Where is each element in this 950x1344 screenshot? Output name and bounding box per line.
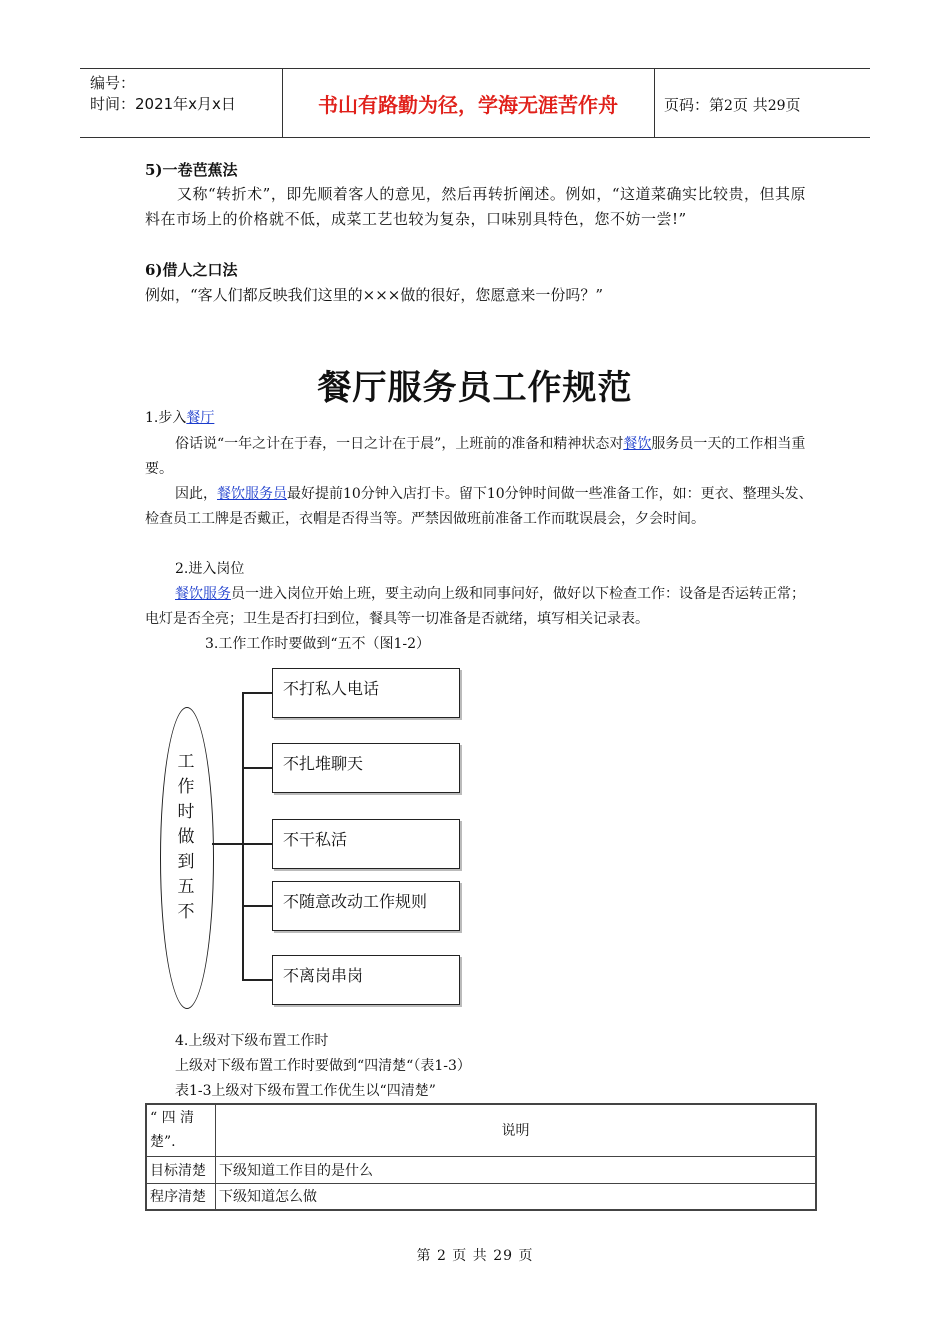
link-catering[interactable]: 餐饮 [623, 436, 652, 452]
diagram-box [272, 743, 460, 793]
para-proverb-text2: 服务员一天的工作相当重要。 [145, 436, 806, 477]
diagram-box-label: 不随意改动工作规则 [283, 892, 428, 911]
para-step-in-text: 1.步入 [145, 410, 187, 426]
link-restaurant[interactable]: 餐厅 [186, 410, 215, 426]
center-char: 作 [177, 777, 195, 797]
para-four-clear: 上级对下级布置工作时要做到“四清楚“（表1-3） [175, 1058, 471, 1074]
page-number: 2 [724, 98, 733, 114]
table-cell: 目标清楚 [146, 1156, 216, 1183]
diagram-box-label: 不打私人电话 [283, 679, 380, 698]
para-proverb [145, 432, 813, 482]
table-row [146, 1156, 816, 1183]
header-divider [654, 69, 655, 137]
para-post-checks-text: 员一进入岗位开始上班，要主动向上级和同事问好，做好以下检查工作：设备是否运转正常；电灯是否全亮；卫生是否打扫到位，餐具等一切准备是否就绪，填写相关记录表。 [145, 586, 805, 627]
section-5-heading: 5)一卷芭蕉法 [145, 161, 238, 179]
table-caption: 表1-3上级对下级布置工作优生以“四清楚” [175, 1083, 436, 1099]
center-char: 五 [177, 877, 195, 897]
header-page-info [664, 94, 801, 115]
center-char: 到 [177, 852, 195, 872]
connector-line [242, 905, 272, 907]
para-assign-work: 4.上级对下级布置工作时 [175, 1033, 329, 1049]
center-char: 不 [177, 902, 195, 922]
diagram-box-label: 不离岗串岗 [283, 966, 364, 985]
four-clear-table [145, 1103, 817, 1211]
page-prefix: 页码：第 [664, 96, 725, 114]
center-char: 时 [177, 802, 195, 822]
diagram-box-label: 不扎堆聊天 [283, 754, 364, 773]
page-header [80, 68, 870, 138]
table-cell: 程序清楚 [146, 1183, 216, 1210]
connector-line [242, 843, 272, 845]
table-header-cell: “ 四 清 楚”. [146, 1104, 216, 1156]
connector-line [212, 843, 242, 845]
connector-line [242, 979, 272, 981]
doc-number-label: 编号： [90, 74, 136, 92]
page-suffix: 页 [785, 96, 801, 114]
header-meta [90, 73, 236, 115]
section-6-heading: 6)借人之口法 [145, 261, 238, 279]
table-cell: 下级知道怎么做 [216, 1183, 817, 1210]
diagram-box [272, 819, 460, 869]
para-step-in [145, 406, 813, 431]
connector-line [242, 767, 272, 769]
diagram-box [272, 955, 460, 1005]
connector-line [242, 692, 272, 694]
para-arrive-early [145, 482, 813, 532]
para-proverb-text1: 俗话说“一年之计在于春，一日之计在于晨”，上班前的准备和精神状态对 [175, 436, 624, 452]
diagram-box [272, 881, 460, 931]
section-6-body: 例如，“客人们都反映我们这里的×××做的很好，您愿意来一份吗？” [145, 286, 604, 304]
center-char: 工 [177, 752, 195, 772]
section-5-body: 又称“转折术”，即先顺着客人的意见，然后再转折阐述。例如，“这道菜确实比较贵，但其原料在市场上的价格就不低，成菜工艺也较为复杂，口味别具特色，您不妨一尝!” [145, 185, 807, 228]
diagram-box [272, 668, 460, 718]
para-post-checks [145, 582, 813, 632]
table-row [146, 1183, 816, 1210]
doc-time-label: 时间：2021年x月x日 [90, 95, 236, 113]
para-arrive-early-text1: 因此， [175, 486, 217, 502]
center-char: 做 [177, 827, 195, 847]
table-header-cell: 说明 [216, 1104, 817, 1156]
header-motto: 书山有路勤为径，学海无涯苦作舟 [318, 92, 618, 117]
link-catering-service[interactable]: 餐饮服务 [175, 586, 231, 602]
connector-trunk [242, 692, 244, 979]
table-cell: 下级知道工作目的是什么 [216, 1156, 817, 1183]
para-five-nots: 3.工作工作时要做到“五不（图1-2） [205, 636, 431, 652]
page-title: 餐厅服务员工作规范 [317, 368, 633, 408]
diagram-box-label: 不干私活 [283, 830, 348, 849]
para-arrive-early-text2: 最好提前10分钟入店打卡。留下10分钟时间做一些准备工作，如：更衣、整理头发、检查员工工牌是否戴正，衣帽是否得当等。严禁因做班前准备工作而耽误晨会，夕会时间。 [145, 486, 813, 527]
page-footer: 第 2 页 共 29 页 [416, 1248, 534, 1264]
link-catering-staff[interactable]: 餐饮服务员 [217, 486, 287, 502]
para-enter-post: 2.进入岗位 [175, 561, 245, 577]
table-header-row [146, 1104, 816, 1156]
page-mid: 页 共 [732, 96, 768, 114]
page-total: 29 [767, 98, 786, 114]
diagram-center-text [160, 750, 212, 925]
